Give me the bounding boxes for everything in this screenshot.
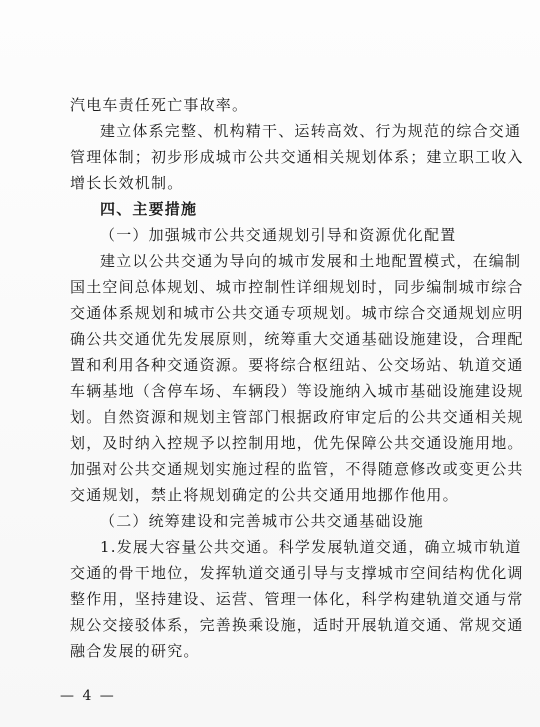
body-text [70,92,524,664]
text-line: 整作用，坚持建设、运营、管理一体化，科学构建轨道交通与常 [70,590,524,608]
text-line: 管理体制；初步形成城市公共交通相关规划体系；建立职工收入 [70,148,524,166]
section-heading: 四、主要措施 [100,200,198,218]
page-number: — 4 — [60,688,116,704]
text-line: 交通规划，禁止将规划确定的公共交通用地挪作他用。 [70,486,459,504]
text-line: 加强对公共交通规划实施过程的监管，不得随意修改或变更公共 [70,460,524,478]
text-line: 交通体系规划和城市公共交通专项规划。城市综合交通规划应明 [70,304,524,322]
subsection-heading: （二）统筹建设和完善城市公共交通基础设施 [100,512,425,530]
subsection-heading: （一）加强城市公共交通规划引导和资源优化配置 [100,226,457,244]
text-line: 划，及时纳入控规予以控制用地，优先保障公共交通设施用地。 [70,434,524,452]
text-line: 国土空间总体规划、城市控制性详细规划时，同步编制城市综合 [70,278,524,296]
text-line: 增长长效机制。 [70,174,184,192]
text-line: 车辆基地（含停车场、车辆段）等设施纳入城市基础设施建设规 [70,382,524,400]
text-line: 汽电车责任死亡事故率。 [70,96,249,114]
text-line: 建立体系完整、机构精干、运转高效、行为规范的综合交通 [100,122,522,140]
text-line: 建立以公共交通为导向的城市发展和土地配置模式，在编制 [100,252,522,270]
text-line: 划。自然资源和规划主管部门根据政府审定后的公共交通相关规 [70,408,524,426]
text-line: 融合发展的研究。 [70,642,200,660]
text-line: 规公交接驳体系，完善换乘设施，适时开展轨道交通、常规交通 [70,616,524,634]
text-line: 确公共交通优先发展原则，统筹重大交通基础设施建设，合理配 [70,330,524,348]
text-line: 置和利用各种交通资源。要将综合枢纽站、公交场站、轨道交通 [70,356,524,374]
text-line: 交通的骨干地位，发挥轨道交通引导与支撑城市空间结构优化调 [70,564,524,582]
text-line: 1.发展大容量公共交通。科学发展轨道交通，确立城市轨道 [100,538,522,556]
